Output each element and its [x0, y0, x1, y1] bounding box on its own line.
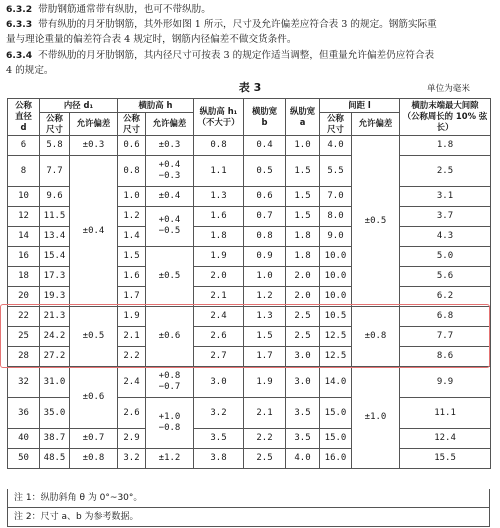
table-row: 8 7.7 ±0.4 0.8 +0.4 −0.3 1.1 0.5 1.5 5.5 2.5 [8, 155, 491, 186]
header-rib-tolerance: 允许偏差 [146, 112, 194, 135]
paragraph-6-3-4-cont: 4 的规定。 [6, 64, 54, 76]
table-row: 10 9.6 1.0 ±0.4 1.3 0.6 1.5 7.0 3.1 [8, 186, 491, 206]
rebar-dimension-table [7, 98, 491, 469]
table-row: 22 21.3 ±0.5 1.9 ±0.6 2.4 1.3 2.5 10.5 ±0.8 6.8 [8, 306, 491, 326]
table-row: 36 35.0 2.6 +1.0 −0.8 3.2 2.1 3.5 15.0 11.1 [8, 397, 491, 428]
table-row: 28 27.2 2.2 2.7 1.7 3.0 12.5 8.6 [8, 346, 491, 366]
paragraph-6-3-3: 6.3.3 带有纵肋的月牙肋钢筋，其外形如图 1 所示，尺寸及允许偏差应符合表 3 的规定。钢筋实际重 [6, 19, 437, 31]
header-inner-tolerance: 允许偏差 [70, 112, 118, 135]
table-row: 18 17.3 1.6 2.0 1.0 2.0 10.0 5.6 [8, 266, 491, 286]
note-2: 注 2：尺寸 a、b 为参考数据。 [8, 507, 489, 526]
table-row: 25 24.2 2.1 2.6 1.5 2.5 12.5 7.7 [8, 326, 491, 346]
table-row: 20 19.3 1.7 2.1 1.2 2.0 10.0 6.2 [8, 286, 491, 306]
header-max-gap: 横肋末端最大间隙 （公称周长的 10% 弦长） [400, 99, 491, 136]
header-rib-nominal: 公称 尺寸 [118, 112, 146, 135]
note-1: 注 1：纵肋斜角 θ 为 0°~30°。 [14, 493, 143, 503]
paragraph-6-3-2: 6.3.2 带肋钢筋通常带有纵肋，也可不带纵肋。 [6, 4, 211, 15]
paragraph-6-3-3-cont: 量与理论重量的偏差符合表 4 规定时，钢筋内径偏差不做交货条件。 [6, 34, 297, 46]
table-row: 16 15.4 1.5 ±0.5 1.9 0.9 1.8 10.0 5.0 [8, 246, 491, 266]
table-row: 12 11.5 1.2 +0.4 −0.5 1.6 0.7 1.5 8.0 3.7 [8, 206, 491, 226]
paragraph-6-3-4: 6.3.4 不带纵肋的月牙肋钢筋，其内径尺寸可按表 3 的规定作适当调整，但重量允许偏差仍应符合表 [6, 49, 435, 61]
header-spacing-tolerance: 允许偏差 [352, 112, 400, 135]
table-row: 14 13.4 1.4 1.8 0.8 1.8 9.0 4.3 [8, 226, 491, 246]
table-notes [7, 489, 490, 527]
header-inner-diameter: 内径 d₁ [40, 99, 118, 113]
header-long-rib-width: 纵肋宽 a [286, 99, 320, 136]
header-rib-height: 横肋高 h [118, 99, 194, 113]
header-spacing: 间距 l [320, 99, 400, 113]
standard-text [6, 2, 496, 78]
header-long-rib-height: 纵肋高 h₁ （不大于） [194, 99, 244, 136]
header-inner-nominal: 公称 尺寸 [40, 112, 70, 135]
header-rib-width: 横肋宽 b [244, 99, 286, 136]
header-spacing-nominal: 公称 尺寸 [320, 112, 352, 135]
table-row: 40 38.7 ±0.7 2.9 3.5 2.2 3.5 15.0 12.4 [8, 428, 491, 448]
table-row: 32 31.0 ±0.6 2.4 +0.8 −0.7 3.0 1.9 3.0 14.0 ±1.0 9.9 [8, 366, 491, 397]
table-unit: 单位为毫米 [427, 84, 470, 94]
header-diameter: 公称 直径 d [8, 99, 40, 136]
table-title: 表 3 [238, 81, 262, 94]
table-row: 6 5.8 ±0.3 0.6 ±0.3 0.8 0.4 1.0 4.0 ±0.5 1.8 [8, 135, 491, 155]
table-row: 50 48.5 ±0.8 3.2 ±1.2 3.8 2.5 4.0 16.0 15.5 [8, 448, 491, 468]
